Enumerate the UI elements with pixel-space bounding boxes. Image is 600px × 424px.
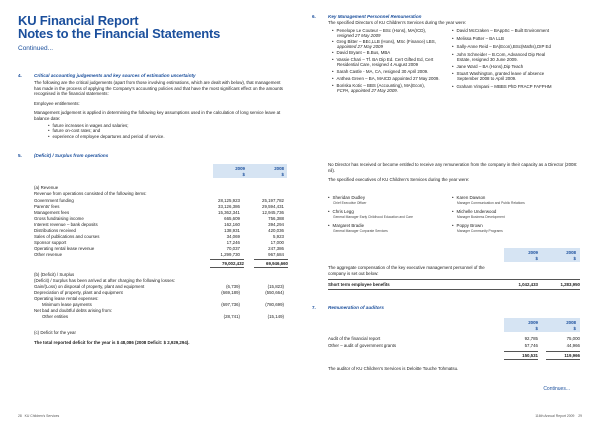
footer-right bbox=[535, 414, 582, 418]
continues-label: Continues... bbox=[543, 386, 570, 392]
section-4-heading: 4. Critical accounting judgements and key sources of estimation uncertainty bbox=[18, 73, 196, 78]
col-2008-year: 2008 bbox=[566, 320, 576, 325]
list-item: • Stuart Washington, granted leave of absence bbox=[452, 71, 544, 77]
executive-entry: • Michelle Underwood Manager Business Development bbox=[452, 209, 505, 219]
list-item: • David McCraken – BAppSc – Built Environment bbox=[452, 28, 549, 34]
divider bbox=[546, 351, 580, 352]
lease-label: Operating lease rental expenses: bbox=[34, 296, 99, 301]
section-6-heading-wrap bbox=[312, 14, 421, 20]
directors-list-left bbox=[332, 28, 452, 118]
employee-label: Employee entitlements: bbox=[34, 100, 80, 106]
short-term-2009: 1,042,433 bbox=[518, 282, 538, 287]
page-number-left: 28 bbox=[18, 413, 22, 418]
list-item: • Sarah Castle - MA, CA, resigned 30 April 2009. bbox=[332, 69, 428, 75]
table-row: Government funding 28,125,923 25,197,782 bbox=[34, 198, 284, 203]
executive-entry: • Sheridan Dudley Chief Executive Officer bbox=[328, 195, 366, 205]
divider bbox=[504, 359, 538, 360]
list-item: • future on-cost rates; and bbox=[48, 128, 288, 134]
table-row: Distributions received 138,931 420,036 bbox=[34, 228, 284, 233]
list-item: • Vassie Chari – Tf. BA Dip Ed. Cert Gifted Ed, Cert bbox=[332, 57, 433, 63]
list-item-note: appointed 27 May 2009 bbox=[337, 44, 383, 49]
table-row: Interest revenue – bank deposits 162,160 394,294 bbox=[34, 222, 284, 227]
executive-entry: • Margaret Bradie General Manager Corporate Services bbox=[328, 223, 388, 233]
list-item: • David Bryant – B.Bus, MBA bbox=[332, 50, 390, 56]
revenue-table bbox=[34, 198, 288, 260]
list-item-note: Residential Care, resigned 4 August 2009 bbox=[337, 62, 419, 67]
revenue-total-2009: 79,002,432 bbox=[222, 261, 244, 266]
short-term-label: Short term employee benefits bbox=[328, 282, 390, 287]
table-row: Other revenue 1,299,730 967,684 bbox=[34, 252, 284, 257]
divider bbox=[210, 267, 244, 268]
col-2008-year: 2008 bbox=[274, 166, 284, 171]
list-item: • Graham Vimpani – MBBS PhD FRACP FAFPHM bbox=[452, 84, 552, 90]
list-item: • Jane Ward – BA (Hons),Dip Teach bbox=[452, 64, 523, 70]
page-title: KU Financial Report bbox=[18, 13, 139, 28]
page-number-right: 29 bbox=[578, 413, 582, 418]
section-7-heading-wrap bbox=[312, 305, 384, 311]
list-item: • John Schneider – B.Com, Advanced Dip Real bbox=[452, 52, 545, 58]
auditor-total-2009: 150,531 bbox=[522, 353, 538, 358]
continued-label: Continued... bbox=[18, 45, 54, 52]
short-term-2008: 1,283,950 bbox=[560, 282, 580, 287]
list-item-note: September 2008 to April 2009. bbox=[457, 76, 517, 81]
col-2008-unit: $ bbox=[573, 256, 576, 261]
list-item: • Anthea Green – BA, MAICD appointed 27 May 2009. bbox=[332, 76, 440, 82]
revenue-label: (a) Revenue bbox=[34, 185, 59, 190]
list-item: • Boriska Kotic – BBS (Accounting), MA(Econ), bbox=[332, 83, 425, 89]
employee-paragraph: Management judgement is applied in determining the following key assumptions used in the calculation of long service leave at balance date: bbox=[34, 110, 281, 121]
divider bbox=[546, 359, 580, 360]
divider bbox=[328, 289, 580, 290]
footer-left bbox=[18, 414, 59, 418]
section-5-heading: 5. (Deficit) / Surplus from operations bbox=[18, 153, 109, 158]
executive-entry: • Karen Dawson Manager Communication and Public Relations bbox=[452, 195, 525, 205]
deficit-year-text: The total reported deficit for the year is $ 48,086 (2008 Deficit: $ 2,929,294). bbox=[34, 340, 190, 345]
footer-report: 116th Annual Report 2009 bbox=[535, 413, 575, 418]
table-row: Depreciation of property, plant and equipment (669,189) (550,664) bbox=[34, 290, 284, 295]
auditor-table bbox=[328, 336, 580, 350]
section-5-heading-wrap bbox=[18, 153, 108, 159]
assumption-list bbox=[48, 123, 288, 140]
footer-org: KU Children's Services bbox=[24, 413, 60, 418]
list-item-note: FCPA, appointed 27 May 2009. bbox=[337, 88, 398, 93]
list-item: • future increases in wages and salaries; bbox=[48, 123, 288, 129]
auditor-note: The auditor of KU Children's Services is Deloitte Touche Tohmatsu. bbox=[328, 366, 459, 371]
page-subtitle: Notes to the Financial Statements bbox=[18, 26, 221, 41]
directors-intro: The specified Directors of KU Children's Services during the year were: bbox=[328, 20, 467, 25]
divider bbox=[504, 351, 538, 352]
executives-grid bbox=[328, 195, 580, 245]
directors-list-right bbox=[452, 28, 580, 118]
list-item-note: Estate, resigned 30 June 2009. bbox=[457, 57, 518, 62]
table-row: Other – audit of government grants 57,746 44,966 bbox=[328, 343, 580, 348]
divider bbox=[254, 259, 288, 260]
divider bbox=[210, 259, 244, 260]
section-4 bbox=[18, 73, 288, 140]
table-row: Other entities (28,741) (15,149) bbox=[42, 314, 284, 319]
revenue-total-2008: 69,946,660 bbox=[266, 261, 288, 266]
executives-intro: The specified executives of KU Children's Services during the year were: bbox=[328, 177, 470, 182]
col-2009-year: 2009 bbox=[235, 166, 245, 171]
list-item: • experience of employee departures and period of service. bbox=[48, 134, 288, 140]
no-director-text: No Director has received or become entitled to receive any remuneration from the company in their capacity as a Director (2008: nil). bbox=[328, 162, 578, 173]
revenue-sub: Revenue from operations consisted of the following items: bbox=[34, 191, 147, 196]
list-item: • Penelope Le Couteur – BSc (Hons), MA(ICD), bbox=[332, 28, 426, 34]
col-2009-year: 2009 bbox=[528, 320, 538, 325]
col-2009-unit: $ bbox=[535, 326, 538, 331]
deficit-surplus-label: (b) (Deficit) / Surplus bbox=[34, 272, 75, 277]
list-item: • Melissa Potter – BA LLB bbox=[452, 36, 504, 42]
section-6-heading: 6. Key Management Personnel Remuneration bbox=[312, 14, 422, 19]
divider bbox=[254, 267, 288, 268]
col-2008-year: 2008 bbox=[566, 250, 576, 255]
table-row: Operating rental lease revenue 70,037 247,386 bbox=[34, 246, 284, 251]
col-2009-year: 2009 bbox=[528, 250, 538, 255]
losses-table bbox=[34, 284, 288, 324]
table-row: Gross fundraising income 665,609 756,388 bbox=[34, 216, 284, 221]
deficit-year-label: (c) Deficit for the year bbox=[34, 330, 76, 335]
table-row: Audit of the financial report 92,785 75,000 bbox=[328, 336, 580, 341]
list-item: • Greg Bitter – BEc,LLB (Hons), MSc (Finance) LBS, bbox=[332, 39, 436, 45]
col-2008-unit: $ bbox=[573, 326, 576, 331]
auditor-total-2008: 119,966 bbox=[564, 353, 580, 358]
table-row: Parents' fees 33,126,386 29,594,431 bbox=[34, 204, 284, 209]
col-2009-unit: $ bbox=[535, 256, 538, 261]
table-row: Minimum lease payments (697,736) (780,699) bbox=[42, 302, 284, 307]
divider bbox=[328, 279, 580, 280]
deficit-surplus-sub: (Deficit) / Surplus has been arrived at after charging the following losses: bbox=[34, 278, 176, 283]
table-row: Management fees 15,362,341 12,945,736 bbox=[34, 210, 284, 215]
section-7-heading: 7. Remuneration of auditors bbox=[312, 305, 384, 310]
table-row: Sales of publications and courses 34,069 5,923 bbox=[34, 234, 284, 239]
aggregate-text: The aggregate compensation of the key executive management personnel of the company is set out below: bbox=[328, 265, 485, 276]
executive-entry: • Chris Legg General Manager Early Childhood Education and Care bbox=[328, 209, 413, 219]
baddebt-label: Net bad and doubtful debts arising from: bbox=[34, 308, 113, 313]
table-row: Gain/(Loss) on disposal of property, plant and equipment (6,739) (15,823) bbox=[34, 284, 284, 289]
table-row: Sponsor support 17,246 17,000 bbox=[34, 240, 284, 245]
section-4-paragraph: The following are the critical judgements (apart from those involving estimations, which are dealt with below), that management has made in the process of applying the Company's accounting policies and that have the most significant effect on the amounts recognised in the financial statements: bbox=[34, 79, 283, 97]
executive-entry: • Poppy Brown Manager Community Programs bbox=[452, 223, 503, 233]
list-item-note: resigned 27 May 2009 bbox=[337, 33, 381, 38]
col-2008-unit: $ bbox=[281, 172, 284, 177]
list-item: • Sally-Anne Reid – BA(Econ),BSc(Maths),DIP Ed bbox=[452, 44, 551, 50]
col-2009-unit: $ bbox=[242, 172, 245, 177]
